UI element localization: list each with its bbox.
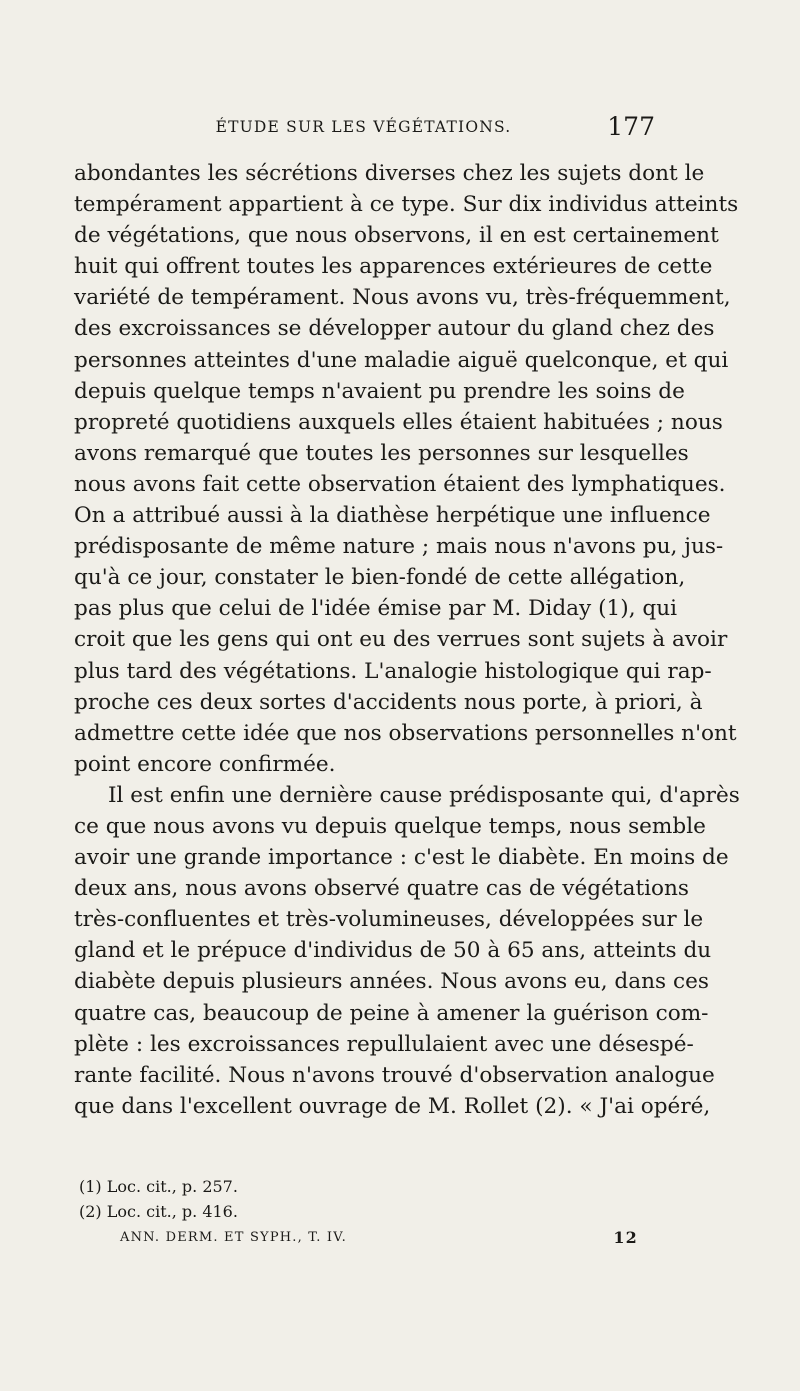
text-line: avons remarqué que toutes les personnes sur lesquelles <box>74 440 689 466</box>
page-number: 177 <box>607 112 655 141</box>
text-line: prédisposante de même nature ; mais nous n'avons pu, jus- <box>74 534 724 560</box>
text-line: ce que nous avons vu depuis quelque temps, nous semble <box>74 813 706 839</box>
text-line: proche ces deux sortes d'accidents nous porte, à priori, à <box>74 689 703 715</box>
text-line: qu'à ce jour, constater le bien-fondé de cette allégation, <box>74 565 686 591</box>
text-line: croit que les gens qui ont eu des verrues sont sujets à avoir <box>74 627 728 653</box>
text-line: On a attribué aussi à la diathèse herpétique une influence <box>74 503 711 529</box>
text-line: diabète depuis plusieurs années. Nous avons eu, dans ces <box>74 969 709 995</box>
text-line: nous avons fait cette observation étaient des lymphatiques. <box>74 471 726 497</box>
text-line: variété de tempérament. Nous avons vu, très-fréquemment, <box>74 285 731 311</box>
text-line: huit qui offrent toutes les apparences extérieures de cette <box>74 254 713 280</box>
body-text <box>74 158 740 1122</box>
footnotes <box>79 1174 559 1224</box>
paragraph-1 <box>74 158 739 780</box>
text-line: Il est enfin une dernière cause prédisposante qui, d'après <box>108 782 740 808</box>
text-line: abondantes les sécrétions diverses chez les sujets dont le <box>74 161 705 186</box>
text-line: gland et le prépuce d'individus de 50 à 65 ans, atteints du <box>74 938 712 964</box>
text-line: très-confluentes et très-volumineuses, développées sur le <box>74 907 704 933</box>
text-line: propreté quotidiens auxquels elles étaient habituées ; nous <box>74 409 723 435</box>
text-line: avoir une grande importance : c'est le diabète. En moins de <box>74 845 729 871</box>
running-head <box>72 112 655 146</box>
signature-line <box>120 1228 650 1250</box>
text-line: personnes atteintes d'une maladie aiguë quelconque, et qui <box>74 347 729 373</box>
gathering-number: 12 <box>613 1228 638 1247</box>
paragraph-2 <box>74 780 740 1122</box>
text-line: pas plus que celui de l'idée émise par M. Diday (1), qui <box>74 596 678 622</box>
text-line: deux ans, nous avons observé quatre cas de végétations <box>74 876 690 902</box>
running-title: ÉTUDE SUR LES VÉGÉTATIONS. <box>215 118 512 136</box>
text-line: admettre cette idée que nos observations personnelles n'ont <box>74 720 737 746</box>
footnote-1: (1) Loc. cit., p. 257. <box>79 1177 238 1196</box>
text-line: des excroissances se développer autour du gland chez des <box>74 316 715 342</box>
text-line: de végétations, que nous observons, il en est certainement <box>74 223 719 249</box>
text-line: point encore confirmée. <box>74 751 336 777</box>
footnote-2: (2) Loc. cit., p. 416. <box>79 1202 238 1221</box>
text-line: tempérament appartient à ce type. Sur dix individus atteints <box>74 192 739 218</box>
text-line: plète : les excroissances repullulaient avec une désespé- <box>74 1031 694 1057</box>
text-line: que dans l'excellent ouvrage de M. Rollet (2). « J'ai opéré, <box>74 1093 711 1119</box>
text-line: plus tard des végétations. L'analogie histologique qui rap- <box>74 658 712 684</box>
text-line: quatre cas, beaucoup de peine à amener la guérison com- <box>74 1000 709 1026</box>
text-line: depuis quelque temps n'avaient pu prendre les soins de <box>74 378 685 404</box>
text-line: rante facilité. Nous n'avons trouvé d'observation analogue <box>74 1062 715 1088</box>
signature-mark: ANN. DERM. ET SYPH., T. IV. <box>120 1230 347 1245</box>
